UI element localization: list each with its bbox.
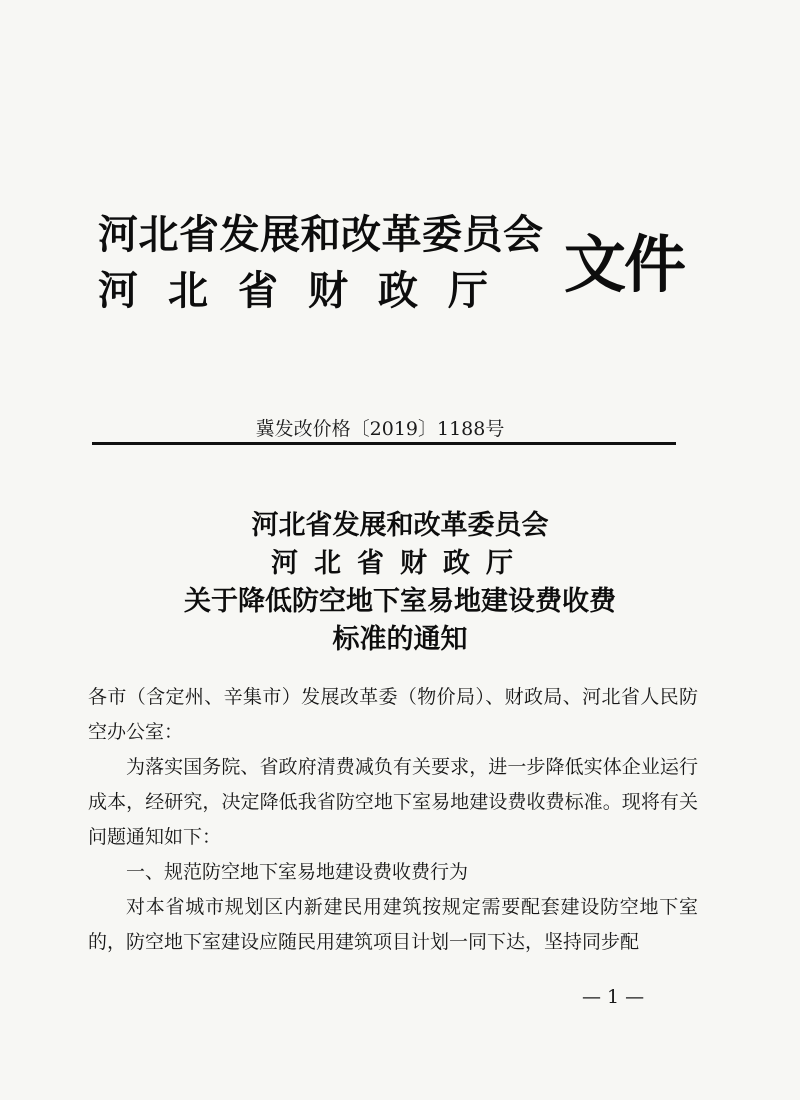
section-1-paragraph: 对本省城市规划区内新建民用建筑按规定需要配套建设防空地下室的，防空地下室建设应随民用建筑项目计划一同下达，坚持同步配 [88,896,698,953]
title-line-1: 河北省发展和改革委员会 [251,510,549,541]
title-line-3: 关于降低防空地下室易地建设费收费 [184,586,616,617]
document-label: 文件 [564,228,685,301]
header-divider [92,442,676,445]
document-number: 冀发改价格〔2019〕1188号 [255,418,505,440]
issuer-header [98,211,685,322]
issuer-name-finance: 河北省财政厅 [98,267,518,314]
section-1-heading: 一、规范防空地下室易地建设费收费行为 [126,861,469,883]
page-number: — 1 — [582,986,645,1008]
notice-body [88,680,698,960]
title-line-2: 河北省财政厅 [271,548,529,579]
title-line-4: 标准的通知 [332,624,468,655]
issuer-name-development-reform: 河北省发展和改革委员会 [98,211,544,258]
recipients-line: 各市（含定州、辛集市）发展改革委（物价局）、财政局、河北省人民防空办公室： [88,686,698,743]
notice-title [0,507,800,659]
intro-paragraph: 为落实国务院、省政府清费减负有关要求，进一步降低实体企业运行成本，经研究，决定降低我省防空地下室易地建设费收费标准。现将有关问题通知如下： [88,756,698,848]
